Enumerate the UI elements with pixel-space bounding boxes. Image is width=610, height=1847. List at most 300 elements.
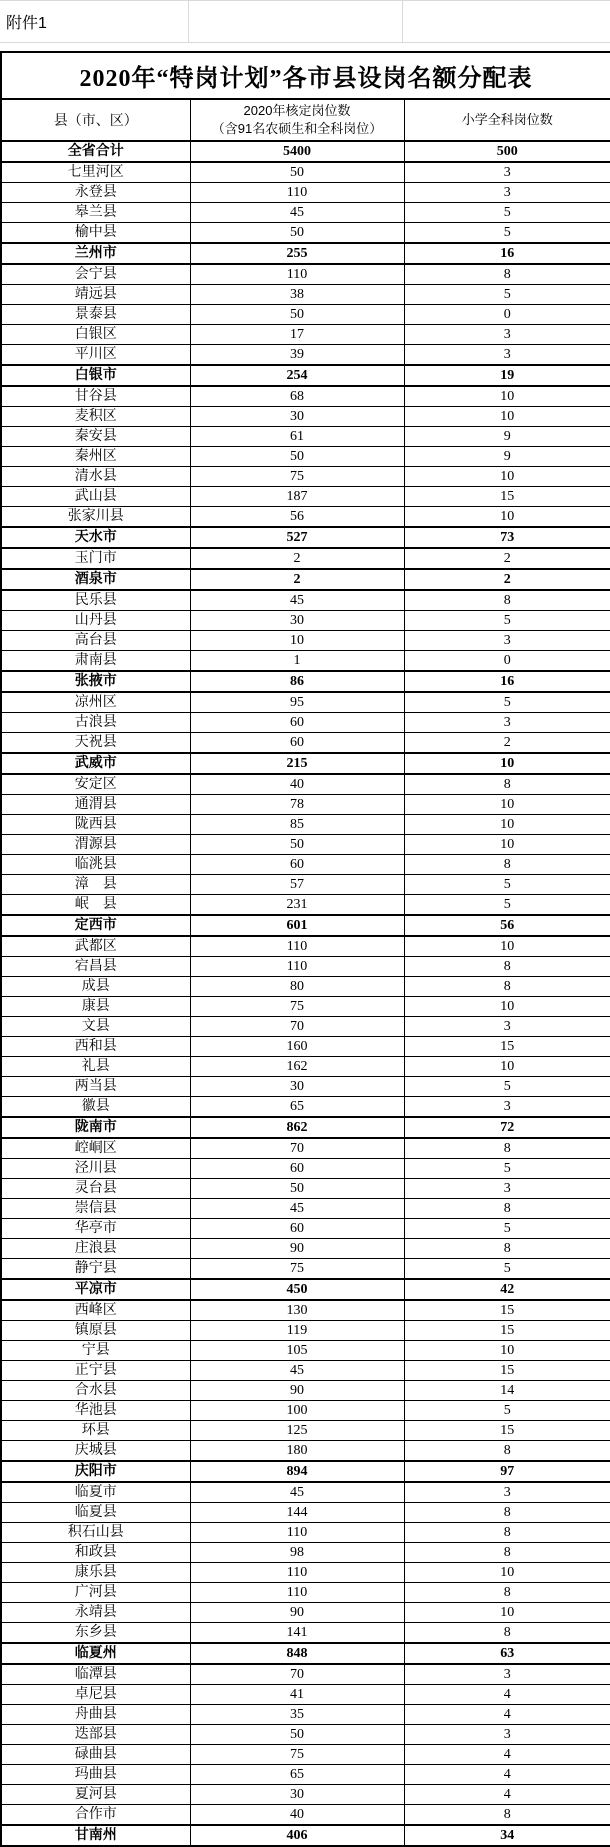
primary-general-posts-cell: 9	[404, 427, 610, 447]
approved-posts-cell: 40	[190, 1805, 404, 1826]
primary-general-posts-cell: 10	[404, 795, 610, 815]
county-name-cell: 泾川县	[1, 1159, 190, 1179]
approved-posts-cell: 180	[190, 1441, 404, 1462]
primary-general-posts-cell: 5	[404, 1159, 610, 1179]
approved-posts-cell: 110	[190, 1563, 404, 1583]
county-name-cell: 西和县	[1, 1037, 190, 1057]
approved-posts-cell: 45	[190, 1482, 404, 1503]
approved-posts-cell: 60	[190, 733, 404, 754]
county-name-cell: 庆阳市	[1, 1461, 190, 1482]
column-header-approved-line1: 2020年核定岗位数	[243, 103, 351, 119]
table-row	[1, 1482, 610, 1503]
county-name-cell: 镇原县	[1, 1321, 190, 1341]
primary-general-posts-cell: 10	[404, 467, 610, 487]
primary-general-posts-cell: 10	[404, 507, 610, 528]
table-row	[1, 1057, 610, 1077]
primary-general-posts-cell: 8	[404, 1543, 610, 1563]
approved-posts-cell: 85	[190, 815, 404, 835]
primary-general-posts-cell: 5	[404, 223, 610, 244]
approved-posts-cell: 162	[190, 1057, 404, 1077]
table-row	[1, 223, 610, 244]
primary-general-posts-cell: 3	[404, 1725, 610, 1745]
primary-general-posts-cell: 10	[404, 407, 610, 427]
approved-posts-cell: 231	[190, 895, 404, 916]
table-row	[1, 467, 610, 487]
approved-posts-cell: 70	[190, 1017, 404, 1037]
primary-general-posts-cell: 8	[404, 1805, 610, 1826]
county-name-cell: 成县	[1, 977, 190, 997]
primary-general-posts-cell: 5	[404, 1219, 610, 1239]
county-name-cell: 和政县	[1, 1543, 190, 1563]
primary-general-posts-cell: 5	[404, 285, 610, 305]
table-row	[1, 548, 610, 569]
county-name-cell: 兰州市	[1, 243, 190, 264]
approved-posts-cell: 406	[190, 1825, 404, 1846]
primary-general-posts-cell: 8	[404, 1623, 610, 1644]
approved-posts-cell: 527	[190, 527, 404, 548]
approved-posts-cell: 35	[190, 1705, 404, 1725]
county-name-cell: 白银区	[1, 325, 190, 345]
table-row	[1, 1117, 610, 1138]
county-name-cell: 酒泉市	[1, 569, 190, 590]
table-row	[1, 915, 610, 936]
table-row	[1, 1563, 610, 1583]
table-row	[1, 527, 610, 548]
primary-general-posts-cell: 8	[404, 1583, 610, 1603]
county-name-cell: 秦州区	[1, 447, 190, 467]
county-name-cell: 崇信县	[1, 1199, 190, 1219]
table-body	[1, 52, 610, 1846]
approved-posts-cell: 41	[190, 1685, 404, 1705]
primary-general-posts-cell: 15	[404, 487, 610, 507]
county-name-cell: 崆峒区	[1, 1138, 190, 1159]
approved-posts-cell: 50	[190, 223, 404, 244]
attachment-strip-cell-3	[403, 1, 610, 42]
table-row	[1, 243, 610, 264]
table-row	[1, 1017, 610, 1037]
table-row	[1, 671, 610, 692]
table-row	[1, 183, 610, 203]
approved-posts-cell: 57	[190, 875, 404, 895]
county-name-cell: 凉州区	[1, 692, 190, 713]
county-name-cell: 文县	[1, 1017, 190, 1037]
approved-posts-cell: 110	[190, 957, 404, 977]
table-row	[1, 507, 610, 528]
column-header-approved-posts	[190, 99, 404, 141]
table-row	[1, 1037, 610, 1057]
table-row	[1, 1361, 610, 1381]
county-name-cell: 漳 县	[1, 875, 190, 895]
primary-general-posts-cell: 3	[404, 1179, 610, 1199]
county-name-cell: 临夏州	[1, 1643, 190, 1664]
table-row	[1, 651, 610, 672]
county-name-cell: 庆城县	[1, 1441, 190, 1462]
county-name-cell: 天祝县	[1, 733, 190, 754]
county-name-cell: 靖远县	[1, 285, 190, 305]
approved-posts-cell: 75	[190, 467, 404, 487]
county-name-cell: 景泰县	[1, 305, 190, 325]
primary-general-posts-cell: 5	[404, 895, 610, 916]
approved-posts-cell: 10	[190, 631, 404, 651]
county-name-cell: 全省合计	[1, 141, 190, 162]
table-row	[1, 264, 610, 285]
table-row	[1, 855, 610, 875]
approved-posts-cell: 100	[190, 1401, 404, 1421]
primary-general-posts-cell: 5	[404, 1259, 610, 1280]
approved-posts-cell: 40	[190, 774, 404, 795]
county-name-cell: 张家川县	[1, 507, 190, 528]
approved-posts-cell: 255	[190, 243, 404, 264]
county-name-cell: 山丹县	[1, 611, 190, 631]
table-row	[1, 1745, 610, 1765]
primary-general-posts-cell: 500	[404, 141, 610, 162]
table-row	[1, 305, 610, 325]
approved-posts-cell: 894	[190, 1461, 404, 1482]
county-name-cell: 徽县	[1, 1097, 190, 1118]
county-name-cell: 临夏县	[1, 1503, 190, 1523]
primary-general-posts-cell: 3	[404, 1097, 610, 1118]
approved-posts-cell: 70	[190, 1138, 404, 1159]
county-name-cell: 通渭县	[1, 795, 190, 815]
county-name-cell: 白银市	[1, 365, 190, 386]
table-row	[1, 875, 610, 895]
table-row	[1, 447, 610, 467]
table-row	[1, 692, 610, 713]
primary-general-posts-cell: 10	[404, 936, 610, 957]
approved-posts-cell: 75	[190, 1745, 404, 1765]
county-name-cell: 华池县	[1, 1401, 190, 1421]
approved-posts-cell: 254	[190, 365, 404, 386]
primary-general-posts-cell: 3	[404, 631, 610, 651]
county-name-cell: 张掖市	[1, 671, 190, 692]
county-name-cell: 武威市	[1, 753, 190, 774]
approved-posts-cell: 160	[190, 1037, 404, 1057]
table-row	[1, 1279, 610, 1300]
primary-general-posts-cell: 10	[404, 1603, 610, 1623]
county-name-cell: 陇西县	[1, 815, 190, 835]
table-row	[1, 895, 610, 916]
county-name-cell: 安定区	[1, 774, 190, 795]
table-row	[1, 407, 610, 427]
approved-posts-cell: 45	[190, 1361, 404, 1381]
primary-general-posts-cell: 5	[404, 875, 610, 895]
county-name-cell: 环县	[1, 1421, 190, 1441]
county-name-cell: 武山县	[1, 487, 190, 507]
primary-general-posts-cell: 4	[404, 1765, 610, 1785]
primary-general-posts-cell: 2	[404, 548, 610, 569]
approved-posts-cell: 86	[190, 671, 404, 692]
table-row	[1, 1239, 610, 1259]
primary-general-posts-cell: 15	[404, 1300, 610, 1321]
table-row	[1, 1341, 610, 1361]
table-row	[1, 611, 610, 631]
county-name-cell: 永登县	[1, 183, 190, 203]
county-name-cell: 会宁县	[1, 264, 190, 285]
primary-general-posts-cell: 8	[404, 977, 610, 997]
table-row	[1, 1401, 610, 1421]
primary-general-posts-cell: 3	[404, 713, 610, 733]
primary-general-posts-cell: 4	[404, 1745, 610, 1765]
county-name-cell: 灵台县	[1, 1179, 190, 1199]
approved-posts-cell: 105	[190, 1341, 404, 1361]
approved-posts-cell: 601	[190, 915, 404, 936]
approved-posts-cell: 61	[190, 427, 404, 447]
table-row	[1, 1765, 610, 1785]
approved-posts-cell: 1	[190, 651, 404, 672]
table-row	[1, 631, 610, 651]
primary-general-posts-cell: 8	[404, 590, 610, 611]
approved-posts-cell: 50	[190, 1179, 404, 1199]
table-row	[1, 1159, 610, 1179]
approved-posts-cell: 30	[190, 1077, 404, 1097]
table-row	[1, 1381, 610, 1401]
primary-general-posts-cell: 4	[404, 1785, 610, 1805]
table-row	[1, 345, 610, 366]
primary-general-posts-cell: 0	[404, 651, 610, 672]
table-row	[1, 1097, 610, 1118]
county-name-cell: 西峰区	[1, 1300, 190, 1321]
approved-posts-cell: 60	[190, 1159, 404, 1179]
county-name-cell: 天水市	[1, 527, 190, 548]
county-name-cell: 正宁县	[1, 1361, 190, 1381]
primary-general-posts-cell: 4	[404, 1705, 610, 1725]
primary-general-posts-cell: 42	[404, 1279, 610, 1300]
county-name-cell: 合作市	[1, 1805, 190, 1826]
primary-general-posts-cell: 3	[404, 1482, 610, 1503]
table-row	[1, 1219, 610, 1239]
primary-general-posts-cell: 5	[404, 1401, 610, 1421]
table-row	[1, 1441, 610, 1462]
county-name-cell: 甘谷县	[1, 386, 190, 407]
approved-posts-cell: 30	[190, 1785, 404, 1805]
table-row	[1, 815, 610, 835]
primary-general-posts-cell: 5	[404, 203, 610, 223]
table-row	[1, 1543, 610, 1563]
primary-general-posts-cell: 10	[404, 835, 610, 855]
table-row	[1, 1077, 610, 1097]
primary-general-posts-cell: 8	[404, 855, 610, 875]
county-name-cell: 榆中县	[1, 223, 190, 244]
primary-general-posts-cell: 8	[404, 1523, 610, 1543]
county-name-cell: 庄浪县	[1, 1239, 190, 1259]
table-row	[1, 1259, 610, 1280]
primary-general-posts-cell: 97	[404, 1461, 610, 1482]
primary-general-posts-cell: 3	[404, 345, 610, 366]
county-name-cell: 平凉市	[1, 1279, 190, 1300]
approved-posts-cell: 2	[190, 569, 404, 590]
approved-posts-cell: 110	[190, 264, 404, 285]
primary-general-posts-cell: 8	[404, 264, 610, 285]
county-name-cell: 陇南市	[1, 1117, 190, 1138]
table-row	[1, 1623, 610, 1644]
primary-general-posts-cell: 8	[404, 774, 610, 795]
table-row	[1, 590, 610, 611]
approved-posts-cell: 39	[190, 345, 404, 366]
table-row	[1, 141, 610, 162]
primary-general-posts-cell: 16	[404, 243, 610, 264]
approved-posts-cell: 50	[190, 162, 404, 183]
approved-posts-cell: 75	[190, 1259, 404, 1280]
primary-general-posts-cell: 10	[404, 753, 610, 774]
approved-posts-cell: 60	[190, 713, 404, 733]
primary-general-posts-cell: 5	[404, 611, 610, 631]
county-name-cell: 渭源县	[1, 835, 190, 855]
primary-general-posts-cell: 0	[404, 305, 610, 325]
approved-posts-cell: 68	[190, 386, 404, 407]
county-name-cell: 积石山县	[1, 1523, 190, 1543]
table-row	[1, 1300, 610, 1321]
approved-posts-cell: 90	[190, 1381, 404, 1401]
table-row	[1, 1179, 610, 1199]
table-row	[1, 774, 610, 795]
approved-posts-cell: 119	[190, 1321, 404, 1341]
primary-general-posts-cell: 5	[404, 1077, 610, 1097]
approved-posts-cell: 50	[190, 447, 404, 467]
approved-posts-cell: 78	[190, 795, 404, 815]
county-name-cell: 夏河县	[1, 1785, 190, 1805]
county-name-cell: 玛曲县	[1, 1765, 190, 1785]
table-row	[1, 1805, 610, 1826]
primary-general-posts-cell: 10	[404, 997, 610, 1017]
approved-posts-cell: 110	[190, 936, 404, 957]
approved-posts-cell: 110	[190, 1583, 404, 1603]
primary-general-posts-cell: 10	[404, 1341, 610, 1361]
county-name-cell: 秦安县	[1, 427, 190, 447]
primary-general-posts-cell: 15	[404, 1037, 610, 1057]
primary-general-posts-cell: 5	[404, 692, 610, 713]
approved-posts-cell: 2	[190, 548, 404, 569]
approved-posts-cell: 848	[190, 1643, 404, 1664]
county-name-cell: 康乐县	[1, 1563, 190, 1583]
primary-general-posts-cell: 15	[404, 1321, 610, 1341]
approved-posts-cell: 75	[190, 997, 404, 1017]
table-row	[1, 162, 610, 183]
approved-posts-cell: 30	[190, 407, 404, 427]
approved-posts-cell: 50	[190, 1725, 404, 1745]
table-row	[1, 1825, 610, 1846]
approved-posts-cell: 144	[190, 1503, 404, 1523]
primary-general-posts-cell: 3	[404, 325, 610, 345]
table-row	[1, 1583, 610, 1603]
primary-general-posts-cell: 10	[404, 386, 610, 407]
column-header-county: 县（市、区）	[1, 99, 190, 141]
primary-general-posts-cell: 2	[404, 733, 610, 754]
county-name-cell: 东乡县	[1, 1623, 190, 1644]
table-row	[1, 733, 610, 754]
county-name-cell: 七里河区	[1, 162, 190, 183]
county-name-cell: 岷 县	[1, 895, 190, 916]
table-row	[1, 1725, 610, 1745]
primary-general-posts-cell: 10	[404, 1057, 610, 1077]
county-name-cell: 定西市	[1, 915, 190, 936]
table-row	[1, 427, 610, 447]
attachment-strip	[0, 0, 610, 43]
county-name-cell: 两当县	[1, 1077, 190, 1097]
column-header-row	[1, 99, 610, 141]
county-name-cell: 礼县	[1, 1057, 190, 1077]
table-row	[1, 1643, 610, 1664]
table-row	[1, 285, 610, 305]
approved-posts-cell: 98	[190, 1543, 404, 1563]
primary-general-posts-cell: 56	[404, 915, 610, 936]
table-row	[1, 957, 610, 977]
allocation-table	[0, 51, 610, 1847]
column-header-approved-line2: （含91名农硕生和全科岗位）	[211, 121, 383, 136]
approved-posts-cell: 45	[190, 203, 404, 223]
primary-general-posts-cell: 14	[404, 1381, 610, 1401]
table-row	[1, 1461, 610, 1482]
approved-posts-cell: 70	[190, 1664, 404, 1685]
primary-general-posts-cell: 73	[404, 527, 610, 548]
table-row	[1, 386, 610, 407]
primary-general-posts-cell: 4	[404, 1685, 610, 1705]
county-name-cell: 宕昌县	[1, 957, 190, 977]
approved-posts-cell: 110	[190, 183, 404, 203]
approved-posts-cell: 130	[190, 1300, 404, 1321]
title-row	[1, 52, 610, 99]
table-row	[1, 1138, 610, 1159]
approved-posts-cell: 45	[190, 590, 404, 611]
table-row	[1, 1664, 610, 1685]
county-name-cell: 清水县	[1, 467, 190, 487]
county-name-cell: 舟曲县	[1, 1705, 190, 1725]
approved-posts-cell: 60	[190, 855, 404, 875]
approved-posts-cell: 450	[190, 1279, 404, 1300]
primary-general-posts-cell: 15	[404, 1361, 610, 1381]
primary-general-posts-cell: 19	[404, 365, 610, 386]
approved-posts-cell: 215	[190, 753, 404, 774]
primary-general-posts-cell: 3	[404, 162, 610, 183]
approved-posts-cell: 187	[190, 487, 404, 507]
primary-general-posts-cell: 3	[404, 1017, 610, 1037]
primary-general-posts-cell: 34	[404, 1825, 610, 1846]
approved-posts-cell: 110	[190, 1523, 404, 1543]
primary-general-posts-cell: 3	[404, 183, 610, 203]
primary-general-posts-cell: 10	[404, 1563, 610, 1583]
attachment-label: 附件1	[0, 1, 189, 42]
primary-general-posts-cell: 16	[404, 671, 610, 692]
primary-general-posts-cell: 15	[404, 1421, 610, 1441]
table-row	[1, 977, 610, 997]
table-row	[1, 365, 610, 386]
table-row	[1, 1705, 610, 1725]
primary-general-posts-cell: 8	[404, 957, 610, 977]
primary-general-posts-cell: 8	[404, 1503, 610, 1523]
county-name-cell: 临夏市	[1, 1482, 190, 1503]
primary-general-posts-cell: 8	[404, 1138, 610, 1159]
table-row	[1, 1503, 610, 1523]
primary-general-posts-cell: 9	[404, 447, 610, 467]
approved-posts-cell: 50	[190, 305, 404, 325]
approved-posts-cell: 65	[190, 1765, 404, 1785]
page-title: 2020年“特岗计划”各市县设岗名额分配表	[1, 52, 610, 99]
table-row	[1, 1199, 610, 1219]
approved-posts-cell: 17	[190, 325, 404, 345]
table-row	[1, 569, 610, 590]
approved-posts-cell: 60	[190, 1219, 404, 1239]
county-name-cell: 甘南州	[1, 1825, 190, 1846]
county-name-cell: 高台县	[1, 631, 190, 651]
county-name-cell: 康县	[1, 997, 190, 1017]
approved-posts-cell: 90	[190, 1239, 404, 1259]
county-name-cell: 迭部县	[1, 1725, 190, 1745]
county-name-cell: 宁县	[1, 1341, 190, 1361]
table-row	[1, 325, 610, 345]
table-row	[1, 1421, 610, 1441]
approved-posts-cell: 141	[190, 1623, 404, 1644]
primary-general-posts-cell: 8	[404, 1441, 610, 1462]
county-name-cell: 武都区	[1, 936, 190, 957]
